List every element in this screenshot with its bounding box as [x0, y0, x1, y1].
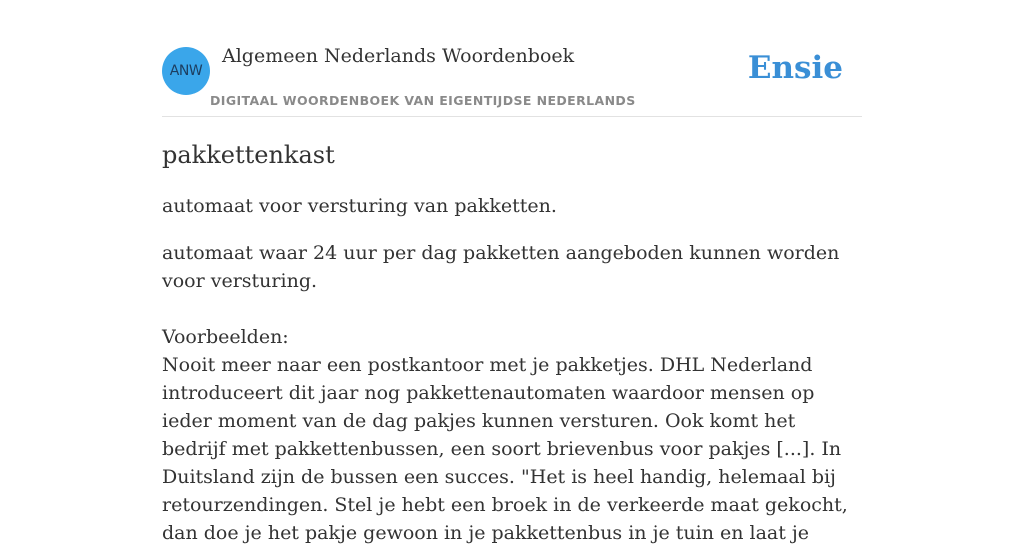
- site-header: [162, 0, 862, 117]
- examples-label: Voorbeelden:: [162, 326, 289, 348]
- site-title[interactable]: Algemeen Nederlands Woordenboek: [222, 45, 575, 67]
- short-definition: automaat voor versturing van pakketten.: [162, 195, 557, 217]
- anw-logo[interactable]: ANW: [162, 47, 210, 95]
- entry-word: pakkettenkast: [162, 141, 335, 169]
- ensie-brand-logo[interactable]: Ensie: [747, 50, 843, 86]
- site-subtitle: DIGITAAL WOORDENBOEK VAN EIGENTIJDSE NEDERLANDS: [210, 93, 636, 108]
- long-definition: automaat waar 24 uur per dag pakketten aangeboden kunnen worden voor versturing.: [162, 242, 840, 292]
- example-text: Nooit meer naar een postkantoor met je pakketjes. DHL Nederland introduceert dit jaar nog pakkettenautomaten waardoor mensen op ieder moment van de dag pakjes kunnen versturen. Ook komt het bedrijf met pakkettenbussen, een soort brievenbus voor pakjes [...]. In Duitsland zijn de bussen een succes. "Het is heel handig, helemaal bij retourzendingen. Stel je hebt een broek in de verkeerde maat gekocht, dan doe je het pakje gewoon in je pakkettenbus in je tuin en laat je: [162, 354, 848, 544]
- entry-content: [162, 138, 862, 547]
